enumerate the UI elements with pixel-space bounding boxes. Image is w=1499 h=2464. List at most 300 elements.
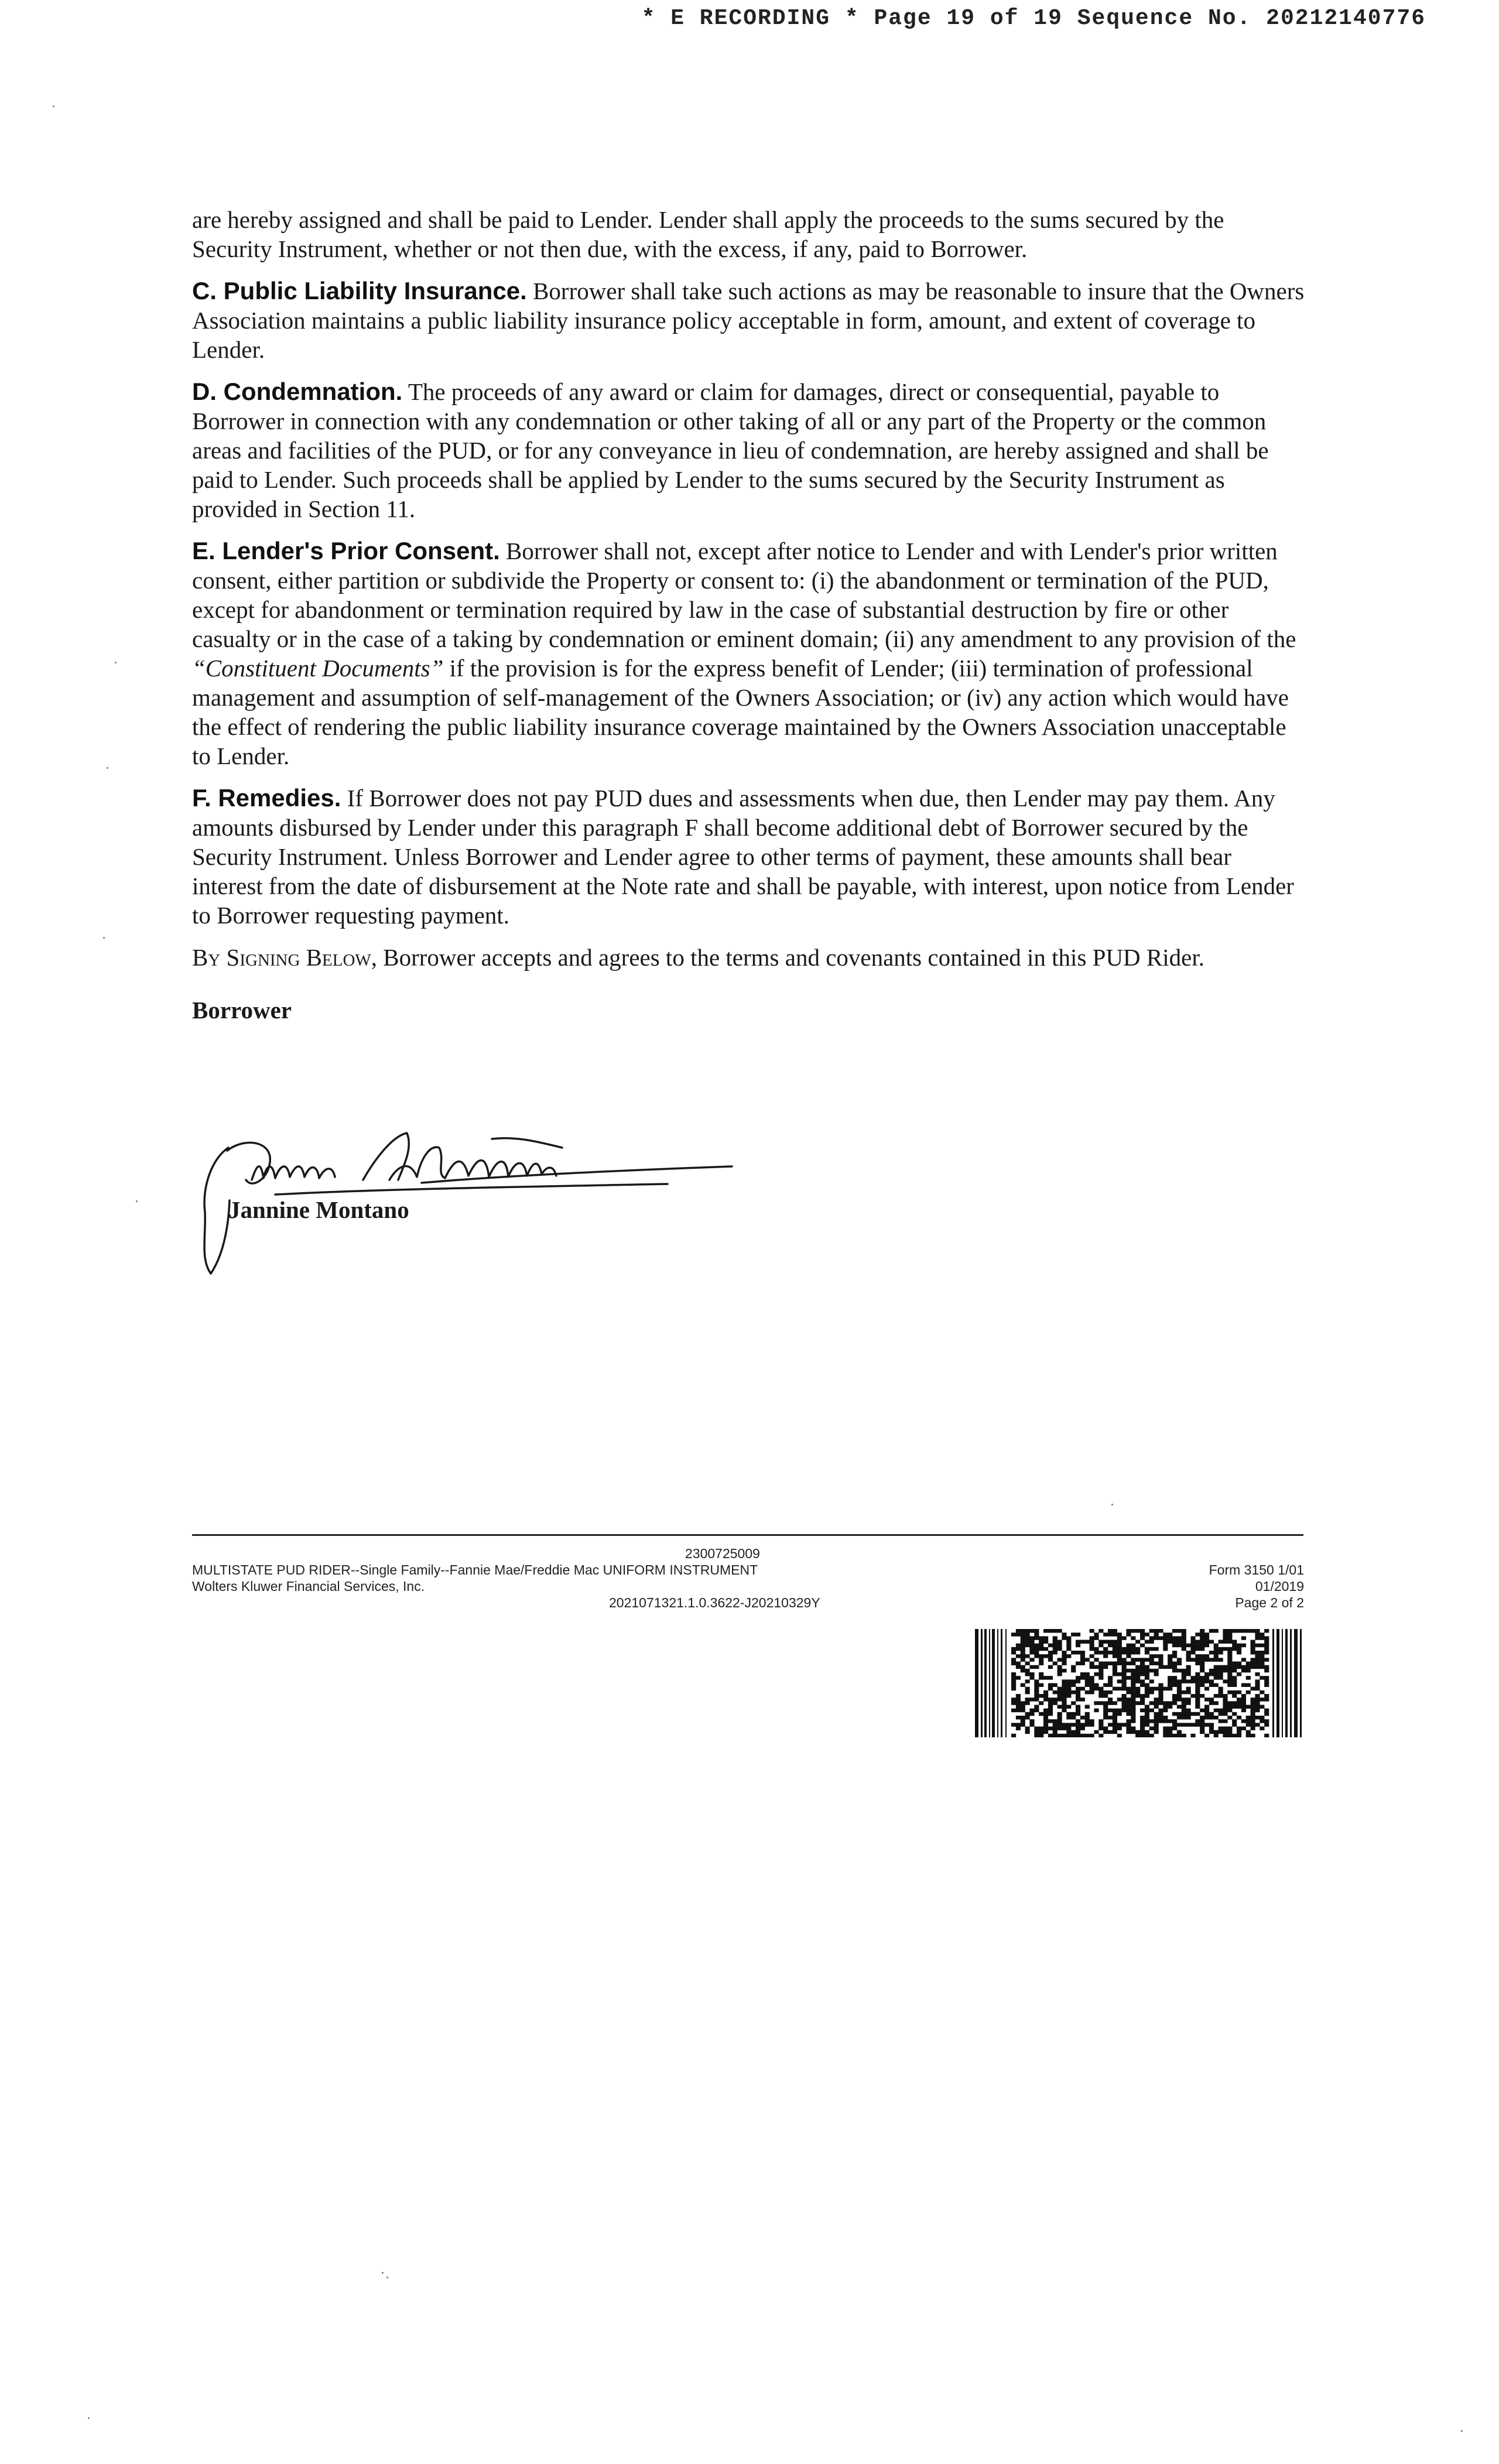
barcode-module [1113,1629,1117,1633]
barcode-module [1094,1672,1098,1676]
barcode-module [1241,1705,1246,1709]
barcode-module [1190,1694,1195,1698]
barcode-module [1103,1690,1108,1694]
barcode-module [1135,1647,1140,1651]
barcode-module [1076,1719,1080,1723]
barcode-module [1219,1640,1223,1644]
barcode-module [1145,1665,1149,1669]
barcode-module [1066,1683,1071,1687]
barcode-module [1021,1651,1025,1654]
borrower-label: Borrower [192,997,292,1024]
barcode-module [1232,1719,1237,1723]
barcode-module [1057,1698,1062,1701]
barcode-module [1080,1676,1085,1679]
barcode-module [1149,1669,1154,1672]
barcode-module [1113,1727,1117,1730]
barcode-module [1080,1672,1085,1676]
barcode-module [1016,1633,1021,1636]
barcode-module [1016,1694,1021,1698]
barcode-module [1219,1712,1223,1716]
barcode-module [1117,1647,1122,1651]
barcode-module [1048,1665,1053,1669]
barcode-module [1029,1658,1034,1661]
barcode-module [1227,1654,1232,1658]
footer-divider [192,1534,1303,1536]
barcode-module [1255,1636,1260,1640]
barcode-module [1117,1734,1122,1737]
barcode-module [1158,1719,1163,1723]
barcode-module [1177,1629,1182,1633]
barcode-module [1168,1658,1172,1661]
barcode-module [1246,1676,1251,1679]
barcode-module [1029,1719,1034,1723]
barcode-module [1172,1723,1177,1726]
barcode-module [1053,1701,1057,1705]
barcode-module [1117,1727,1122,1730]
barcode-module [1080,1734,1085,1737]
barcode-module [1158,1687,1163,1690]
barcode-module [1057,1665,1062,1669]
barcode-module [1177,1690,1182,1694]
barcode-module [1062,1723,1066,1726]
barcode-module [1062,1679,1066,1683]
barcode-module [1214,1676,1219,1679]
barcode-module [1085,1705,1090,1709]
barcode-module [1085,1734,1090,1737]
barcode-module [1172,1712,1177,1716]
barcode-module [1145,1734,1149,1737]
barcode-module [1177,1734,1182,1737]
barcode-module [1122,1679,1127,1683]
barcode-module [1232,1662,1237,1665]
barcode-module [1062,1698,1066,1701]
barcode-module [1232,1694,1237,1698]
barcode-module [1062,1727,1066,1730]
barcode-module [1025,1701,1030,1705]
barcode-module [1204,1712,1209,1716]
barcode-module [1223,1679,1227,1683]
barcode-module [1034,1687,1039,1690]
barcode-module [1122,1676,1127,1679]
barcode-module [1204,1654,1209,1658]
barcode-module [1227,1701,1232,1705]
barcode-module [1145,1669,1149,1672]
barcode-module [1131,1669,1135,1672]
barcode-module [1149,1679,1154,1683]
barcode-module [1098,1687,1103,1690]
barcode-module [1034,1636,1039,1640]
barcode-module [1085,1676,1090,1679]
barcode-module [1172,1669,1177,1672]
barcode-module [1043,1647,1048,1651]
barcode-module [1154,1716,1159,1719]
barcode-module [1177,1698,1182,1701]
barcode-module [1076,1727,1080,1730]
barcode-module [1085,1658,1090,1661]
barcode-module [1227,1665,1232,1669]
barcode-module [1071,1683,1076,1687]
barcode-module [1182,1676,1186,1679]
barcode-module [1103,1709,1108,1712]
barcode-module [1209,1683,1214,1687]
barcode-module [1016,1698,1021,1701]
barcode-module [1200,1694,1204,1698]
barcode-module [1237,1734,1241,1737]
barcode-module [1117,1679,1122,1683]
barcode-module [1251,1723,1255,1726]
barcode-module [1246,1734,1251,1737]
barcode-module [1011,1709,1016,1712]
barcode-module [1048,1734,1053,1737]
barcode-module [1260,1676,1264,1679]
barcode-module [1251,1651,1255,1654]
barcode-module [1053,1734,1057,1737]
barcode-module [1108,1723,1113,1726]
barcode-module [1062,1662,1066,1665]
barcode-module [1080,1651,1085,1654]
barcode-module [1098,1676,1103,1679]
barcode-module [1085,1719,1090,1723]
barcode-module [1103,1651,1108,1654]
barcode-module [1048,1727,1053,1730]
barcode-module [1090,1719,1094,1723]
barcode-module [1080,1727,1085,1730]
barcode-module [1011,1658,1016,1661]
barcode-module [1080,1698,1085,1701]
barcode-module [1126,1629,1131,1633]
barcode-module [1163,1647,1168,1651]
barcode-module [1080,1640,1085,1644]
barcode-module [1182,1629,1186,1633]
barcode-module [1048,1629,1053,1633]
barcode-module [1090,1647,1094,1651]
barcode-module [1043,1629,1048,1633]
barcode-module [1214,1734,1219,1737]
barcode-module [1140,1694,1145,1698]
barcode-module [1172,1665,1177,1669]
barcode-module [1255,1633,1260,1636]
barcode-module [1195,1701,1200,1705]
barcode-module [1190,1644,1195,1647]
barcode-module [1076,1709,1080,1712]
barcode-module [1227,1662,1232,1665]
form-title: MULTISTATE PUD RIDER--Single Family--Fannie Mae/Freddie Mac UNIFORM INSTRUMENT [192,1562,758,1577]
barcode-module [1186,1687,1191,1690]
barcode-module [1177,1662,1182,1665]
barcode-module [1039,1672,1043,1676]
barcode-module [1255,1694,1260,1698]
barcode-module [1135,1665,1140,1669]
barcode-module [1219,1719,1223,1723]
barcode-module [1251,1712,1255,1716]
barcode-module [1158,1694,1163,1698]
barcode-module [1149,1687,1154,1690]
barcode-module [1168,1730,1172,1734]
barcode-module [1237,1705,1241,1709]
barcode-module [1062,1654,1066,1658]
barcode-module [1108,1644,1113,1647]
barcode-module [1209,1716,1214,1719]
barcode-module [1076,1723,1080,1726]
barcode-module [1066,1723,1071,1726]
barcode-module [1182,1701,1186,1705]
barcode-module [1094,1633,1098,1636]
barcode-module [1195,1723,1200,1726]
barcode-module [1223,1694,1227,1698]
barcode-module [1113,1712,1117,1716]
barcode-module [1090,1683,1094,1687]
barcode-module [1145,1672,1149,1676]
barcode-module [1135,1640,1140,1644]
barcode-module [1246,1719,1251,1723]
barcode-module [1168,1701,1172,1705]
barcode-module [1025,1687,1030,1690]
barcode-module [1122,1723,1127,1726]
barcode-module [1177,1658,1182,1661]
barcode-module [1186,1644,1191,1647]
barcode-module [1186,1690,1191,1694]
barcode-module [1016,1716,1021,1719]
barcode-module [1131,1658,1135,1661]
barcode-module [1090,1690,1094,1694]
barcode-module [1246,1690,1251,1694]
barcode-module [1163,1705,1168,1709]
barcode-module [1140,1679,1145,1683]
barcode-module [1260,1719,1264,1723]
barcode-module [1090,1636,1094,1640]
barcode-module [1029,1665,1034,1669]
barcode-module [1126,1712,1131,1716]
barcode-module [1251,1709,1255,1712]
barcode-module [1158,1701,1163,1705]
barcode-module [1264,1723,1269,1726]
barcode-module [1016,1654,1021,1658]
barcode-module [1131,1644,1135,1647]
barcode-module [1182,1698,1186,1701]
barcode-module [1158,1690,1163,1694]
barcode-module [1048,1705,1053,1709]
barcode-module [1076,1644,1080,1647]
barcode-module [1140,1644,1145,1647]
barcode-module [1241,1669,1246,1672]
barcode-module [1168,1705,1172,1709]
barcode-module [1145,1694,1149,1698]
barcode-module [1039,1658,1043,1661]
barcode-module [1025,1654,1030,1658]
barcode-module [1251,1716,1255,1719]
barcode-module [1025,1629,1030,1633]
barcode-module [1163,1727,1168,1730]
barcode-module [1260,1716,1264,1719]
barcode-module [1053,1662,1057,1665]
scan-speck [115,662,117,663]
barcode-module [1140,1698,1145,1701]
barcode-module [1126,1676,1131,1679]
barcode-module [1048,1719,1053,1723]
barcode-module [1122,1701,1127,1705]
barcode-module [1232,1665,1237,1669]
barcode-module [1094,1658,1098,1661]
barcode-module [1223,1629,1227,1633]
barcode-module [1076,1640,1080,1644]
barcode-module [1071,1701,1076,1705]
barcode-module [1039,1636,1043,1640]
barcode-module [1219,1665,1223,1669]
barcode-module [1108,1690,1113,1694]
barcode-module [1076,1651,1080,1654]
barcode-module [1200,1669,1204,1672]
barcode-module [1126,1644,1131,1647]
barcode-module [1135,1672,1140,1676]
barcode-module [1232,1647,1237,1651]
barcode-module [1172,1654,1177,1658]
barcode-module [1076,1676,1080,1679]
barcode-module [1195,1640,1200,1644]
scan-speck [136,1200,138,1202]
barcode-module [1255,1654,1260,1658]
barcode-module [1085,1640,1090,1644]
barcode-module [1168,1640,1172,1644]
barcode-module [1223,1730,1227,1734]
barcode-module [1131,1694,1135,1698]
barcode-module [1145,1705,1149,1709]
barcode-module [1255,1658,1260,1661]
barcode-module [1190,1651,1195,1654]
barcode-module [1039,1683,1043,1687]
barcode-module [1113,1672,1117,1676]
barcode-module [1232,1723,1237,1726]
barcode-module [1057,1734,1062,1737]
barcode-module [1190,1712,1195,1716]
barcode-module [1021,1644,1025,1647]
barcode-module [1140,1701,1145,1705]
barcode-module [1039,1727,1043,1730]
barcode-module [1168,1665,1172,1669]
barcode-module [1076,1679,1080,1683]
barcode-module [1200,1629,1204,1633]
barcode-module [1071,1730,1076,1734]
barcode-module [1177,1679,1182,1683]
loan-number: 2300725009 [685,1546,760,1561]
barcode-module [1135,1679,1140,1683]
barcode-module [1085,1712,1090,1716]
barcode-module [1195,1647,1200,1651]
barcode-module [1195,1679,1200,1683]
barcode-module [1214,1658,1219,1661]
barcode-module [1108,1709,1113,1712]
barcode-module [1098,1690,1103,1694]
barcode-module [1076,1698,1080,1701]
barcode-module [1113,1719,1117,1723]
barcode-module [1232,1629,1237,1633]
barcode-module [1154,1701,1159,1705]
barcode-module [1053,1698,1057,1701]
barcode-module [1021,1658,1025,1661]
barcode-module [1071,1716,1076,1719]
barcode-module [1140,1716,1145,1719]
barcode-module [1264,1709,1269,1712]
scan-speck [1461,2430,1463,2432]
barcode-module [1204,1658,1209,1661]
barcode-module [1214,1644,1219,1647]
barcode-module [1195,1705,1200,1709]
barcode-module [1246,1662,1251,1665]
barcode-module [1025,1679,1030,1683]
barcode-module [1117,1644,1122,1647]
barcode-module [1085,1672,1090,1676]
barcode-module [1241,1629,1246,1633]
barcode-module [1237,1690,1241,1694]
barcode-module [1043,1694,1048,1698]
barcode-module [1145,1676,1149,1679]
barcode-module [1094,1709,1098,1712]
barcode-module [1076,1730,1080,1734]
barcode-module [1025,1730,1030,1734]
barcode-module [1177,1705,1182,1709]
barcode-module [1057,1644,1062,1647]
barcode-module [1223,1633,1227,1636]
barcode-module [1034,1694,1039,1698]
barcode-module [1163,1709,1168,1712]
barcode-module [1168,1687,1172,1690]
barcode-module [1209,1730,1214,1734]
barcode-module [1214,1694,1219,1698]
barcode-module [1126,1651,1131,1654]
barcode-module [1204,1723,1209,1726]
barcode-module [1131,1636,1135,1640]
barcode-module [1034,1644,1039,1647]
barcode-module [1062,1701,1066,1705]
barcode-module [1140,1636,1145,1640]
barcode-module [1232,1701,1237,1705]
barcode-module [1145,1723,1149,1726]
barcode-module [1090,1644,1094,1647]
barcode-module [1264,1698,1269,1701]
barcode-module [1140,1669,1145,1672]
intro-paragraph: are hereby assigned and shall be paid to Lender. Lender shall apply the proceeds to the sums secured by the Security Instrument, whether or not then due, with the excess, if any, paid to Borrower. [192,206,1224,262]
barcode-module [1260,1705,1264,1709]
barcode-module [1172,1683,1177,1687]
barcode-module [1039,1712,1043,1716]
barcode-module [1053,1636,1057,1640]
barcode-module [1200,1665,1204,1669]
barcode-module [1163,1687,1168,1690]
barcode-module [1126,1633,1131,1636]
barcode-module [1204,1679,1209,1683]
barcode-module [1264,1665,1269,1669]
barcode-module [1034,1654,1039,1658]
barcode-module [1011,1683,1016,1687]
barcode-module [1186,1723,1191,1726]
barcode-module [1113,1709,1117,1712]
section-heading: E. Lender's Prior Consent. [192,537,500,564]
barcode-module [1145,1712,1149,1716]
barcode-module [1117,1709,1122,1712]
barcode-module [1039,1694,1043,1698]
barcode-module [1158,1712,1163,1716]
barcode-module [1090,1676,1094,1679]
barcode-module [1016,1709,1021,1712]
barcode-module [1145,1690,1149,1694]
barcode-module [1168,1662,1172,1665]
barcode-module [1195,1694,1200,1698]
barcode-module [1223,1665,1227,1669]
barcode-module [1158,1709,1163,1712]
barcode-module [1172,1727,1177,1730]
barcode-module [1246,1665,1251,1669]
barcode-module [1154,1730,1159,1734]
barcode-module [1204,1698,1209,1701]
